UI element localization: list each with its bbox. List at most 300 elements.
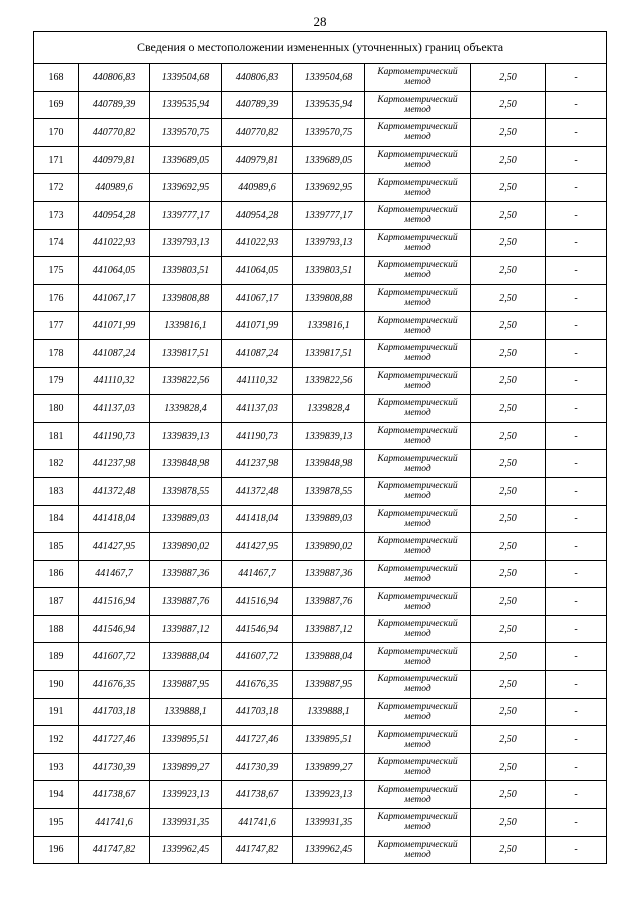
note-cell: - [546,174,607,202]
point-number-cell: 190 [34,671,79,699]
point-number-cell: 189 [34,643,79,671]
accuracy-cell: 2,50 [471,726,546,754]
method-cell [365,533,471,561]
x-new-cell: 441730,39 [222,753,293,781]
method-line-2: метод [404,518,431,529]
note-cell: - [546,395,607,423]
method-cell [365,312,471,340]
table-row [34,119,607,147]
method-line-2: метод [404,187,431,198]
table-row [34,643,607,671]
table-row [34,174,607,202]
y-new-cell: 1339570,75 [293,119,365,147]
note-cell: - [546,339,607,367]
point-number-cell: 169 [34,91,79,119]
method-line-2: метод [404,160,431,171]
y-existing-cell: 1339889,03 [150,505,222,533]
y-new-cell: 1339817,51 [293,339,365,367]
y-existing-cell: 1339793,13 [150,229,222,257]
point-number-cell: 196 [34,836,79,864]
note-cell: - [546,422,607,450]
accuracy-cell: 2,50 [471,477,546,505]
x-new-cell: 441418,04 [222,505,293,533]
method-line-1: Картометрический [377,232,458,243]
method-line-2: метод [404,408,431,419]
method-cell [365,174,471,202]
point-number-cell: 193 [34,753,79,781]
y-new-cell: 1339887,36 [293,560,365,588]
y-new-cell: 1339816,1 [293,312,365,340]
x-new-cell: 441607,72 [222,643,293,671]
x-new-cell: 441516,94 [222,588,293,616]
method-cell [365,643,471,671]
method-line-2: метод [404,77,431,88]
x-existing-cell: 440806,83 [79,64,150,92]
x-new-cell: 441676,35 [222,671,293,699]
note-cell: - [546,781,607,809]
method-cell [365,201,471,229]
point-number-cell: 174 [34,229,79,257]
method-line-2: метод [404,132,431,143]
note-cell: - [546,560,607,588]
y-existing-cell: 1339899,27 [150,753,222,781]
method-line-2: метод [404,215,431,226]
accuracy-cell: 2,50 [471,671,546,699]
method-line-2: метод [404,463,431,474]
method-cell [365,422,471,450]
point-number-cell: 176 [34,284,79,312]
point-number-cell: 175 [34,257,79,285]
method-line-2: метод [404,242,431,253]
x-existing-cell: 441607,72 [79,643,150,671]
method-cell [365,91,471,119]
method-cell [365,146,471,174]
x-existing-cell: 440789,39 [79,91,150,119]
note-cell: - [546,119,607,147]
y-existing-cell: 1339888,04 [150,643,222,671]
y-new-cell: 1339887,76 [293,588,365,616]
x-new-cell: 440979,81 [222,146,293,174]
x-existing-cell: 441467,7 [79,560,150,588]
method-cell [365,781,471,809]
note-cell: - [546,229,607,257]
point-number-cell: 184 [34,505,79,533]
y-new-cell: 1339689,05 [293,146,365,174]
y-existing-cell: 1339848,98 [150,450,222,478]
x-new-cell: 441064,05 [222,257,293,285]
table-row [34,560,607,588]
table-row [34,201,607,229]
point-number-cell: 170 [34,119,79,147]
accuracy-cell: 2,50 [471,284,546,312]
accuracy-cell: 2,50 [471,560,546,588]
x-existing-cell: 441064,05 [79,257,150,285]
accuracy-cell: 2,50 [471,91,546,119]
y-new-cell: 1339808,88 [293,284,365,312]
x-existing-cell: 441190,73 [79,422,150,450]
method-line-1: Картометрический [377,757,458,768]
method-cell [365,229,471,257]
x-new-cell: 441747,82 [222,836,293,864]
method-line-1: Картометрический [377,260,458,271]
y-new-cell: 1339895,51 [293,726,365,754]
x-existing-cell: 441137,03 [79,395,150,423]
method-line-2: метод [404,739,431,750]
y-new-cell: 1339828,4 [293,395,365,423]
point-number-cell: 185 [34,533,79,561]
method-line-1: Картометрический [377,177,458,188]
point-number-cell: 183 [34,477,79,505]
x-new-cell: 441703,18 [222,698,293,726]
table-row [34,505,607,533]
table-title-row [34,32,607,64]
boundary-coordinates-table [33,31,607,864]
method-line-1: Картометрический [377,839,458,850]
accuracy-cell: 2,50 [471,505,546,533]
note-cell: - [546,64,607,92]
y-new-cell: 1339923,13 [293,781,365,809]
accuracy-cell: 2,50 [471,588,546,616]
accuracy-cell: 2,50 [471,809,546,837]
method-cell [365,257,471,285]
method-line-1: Картометрический [377,205,458,216]
note-cell: - [546,836,607,864]
x-existing-cell: 440989,6 [79,174,150,202]
method-cell [365,560,471,588]
accuracy-cell: 2,50 [471,781,546,809]
point-number-cell: 186 [34,560,79,588]
y-new-cell: 1339890,02 [293,533,365,561]
y-existing-cell: 1339808,88 [150,284,222,312]
note-cell: - [546,284,607,312]
method-line-1: Картометрический [377,812,458,823]
method-cell [365,588,471,616]
method-line-2: метод [404,822,431,833]
accuracy-cell: 2,50 [471,615,546,643]
x-existing-cell: 440770,82 [79,119,150,147]
x-existing-cell: 441071,99 [79,312,150,340]
method-cell [365,809,471,837]
x-new-cell: 441237,98 [222,450,293,478]
note-cell: - [546,726,607,754]
y-existing-cell: 1339777,17 [150,201,222,229]
method-line-1: Картометрический [377,453,458,464]
x-new-cell: 441427,95 [222,533,293,561]
x-new-cell: 441738,67 [222,781,293,809]
method-line-2: метод [404,711,431,722]
y-existing-cell: 1339817,51 [150,339,222,367]
method-cell [365,119,471,147]
y-new-cell: 1339777,17 [293,201,365,229]
method-cell [365,505,471,533]
point-number-cell: 171 [34,146,79,174]
y-existing-cell: 1339931,35 [150,809,222,837]
x-existing-cell: 441110,32 [79,367,150,395]
y-existing-cell: 1339962,45 [150,836,222,864]
accuracy-cell: 2,50 [471,836,546,864]
x-new-cell: 441467,7 [222,560,293,588]
method-line-1: Картометрический [377,288,458,299]
note-cell: - [546,753,607,781]
x-new-cell: 441137,03 [222,395,293,423]
method-line-2: метод [404,546,431,557]
y-existing-cell: 1339895,51 [150,726,222,754]
x-existing-cell: 441237,98 [79,450,150,478]
accuracy-cell: 2,50 [471,339,546,367]
accuracy-cell: 2,50 [471,229,546,257]
x-new-cell: 441741,6 [222,809,293,837]
point-number-cell: 178 [34,339,79,367]
method-line-2: метод [404,573,431,584]
y-existing-cell: 1339822,56 [150,367,222,395]
table-row [34,91,607,119]
y-existing-cell: 1339923,13 [150,781,222,809]
note-cell: - [546,671,607,699]
x-existing-cell: 440954,28 [79,201,150,229]
table-row [34,339,607,367]
y-existing-cell: 1339689,05 [150,146,222,174]
x-existing-cell: 441738,67 [79,781,150,809]
method-line-1: Картометрический [377,150,458,161]
method-line-1: Картометрический [377,343,458,354]
method-line-1: Картометрический [377,122,458,133]
table-row [34,146,607,174]
table-row [34,836,607,864]
method-line-2: метод [404,104,431,115]
method-cell [365,698,471,726]
note-cell: - [546,367,607,395]
y-existing-cell: 1339828,4 [150,395,222,423]
y-new-cell: 1339899,27 [293,753,365,781]
page-number: 28 [313,14,327,29]
x-existing-cell: 441372,48 [79,477,150,505]
method-cell [365,284,471,312]
point-number-cell: 177 [34,312,79,340]
x-existing-cell: 441747,82 [79,836,150,864]
x-new-cell: 441087,24 [222,339,293,367]
method-line-2: метод [404,353,431,364]
y-existing-cell: 1339887,76 [150,588,222,616]
x-existing-cell: 441741,6 [79,809,150,837]
x-new-cell: 440789,39 [222,91,293,119]
y-existing-cell: 1339887,95 [150,671,222,699]
x-existing-cell: 441676,35 [79,671,150,699]
y-new-cell: 1339803,51 [293,257,365,285]
table-row [34,367,607,395]
method-line-1: Картометрический [377,481,458,492]
method-line-2: метод [404,684,431,695]
method-line-1: Картометрический [377,646,458,657]
y-new-cell: 1339888,04 [293,643,365,671]
y-new-cell: 1339793,13 [293,229,365,257]
method-line-1: Картометрический [377,426,458,437]
x-existing-cell: 441730,39 [79,753,150,781]
y-existing-cell: 1339504,68 [150,64,222,92]
table-row [34,726,607,754]
point-number-cell: 181 [34,422,79,450]
note-cell: - [546,312,607,340]
table-row [34,615,607,643]
method-cell [365,395,471,423]
y-existing-cell: 1339692,95 [150,174,222,202]
method-line-1: Картометрический [377,315,458,326]
accuracy-cell: 2,50 [471,753,546,781]
x-new-cell: 440806,83 [222,64,293,92]
point-number-cell: 192 [34,726,79,754]
method-line-1: Картометрический [377,536,458,547]
note-cell: - [546,533,607,561]
x-existing-cell: 441022,93 [79,229,150,257]
method-line-2: метод [404,656,431,667]
x-existing-cell: 441516,94 [79,588,150,616]
y-new-cell: 1339692,95 [293,174,365,202]
x-existing-cell: 441418,04 [79,505,150,533]
point-number-cell: 188 [34,615,79,643]
method-line-1: Картометрический [377,370,458,381]
method-cell [365,726,471,754]
method-line-1: Картометрический [377,398,458,409]
y-existing-cell: 1339887,12 [150,615,222,643]
note-cell: - [546,643,607,671]
method-cell [365,450,471,478]
note-cell: - [546,477,607,505]
y-existing-cell: 1339816,1 [150,312,222,340]
x-new-cell: 441372,48 [222,477,293,505]
accuracy-cell: 2,50 [471,146,546,174]
method-line-1: Картометрический [377,67,458,78]
y-existing-cell: 1339890,02 [150,533,222,561]
point-number-cell: 191 [34,698,79,726]
table-row [34,229,607,257]
accuracy-cell: 2,50 [471,312,546,340]
accuracy-cell: 2,50 [471,422,546,450]
y-new-cell: 1339931,35 [293,809,365,837]
point-number-cell: 179 [34,367,79,395]
note-cell: - [546,146,607,174]
y-existing-cell: 1339570,75 [150,119,222,147]
x-new-cell: 440989,6 [222,174,293,202]
method-cell [365,367,471,395]
table-row [34,312,607,340]
accuracy-cell: 2,50 [471,64,546,92]
y-existing-cell: 1339887,36 [150,560,222,588]
accuracy-cell: 2,50 [471,450,546,478]
y-new-cell: 1339888,1 [293,698,365,726]
y-new-cell: 1339889,03 [293,505,365,533]
note-cell: - [546,450,607,478]
note-cell: - [546,91,607,119]
accuracy-cell: 2,50 [471,174,546,202]
method-cell [365,477,471,505]
y-existing-cell: 1339888,1 [150,698,222,726]
method-cell [365,671,471,699]
point-number-cell: 195 [34,809,79,837]
note-cell: - [546,809,607,837]
method-line-1: Картометрический [377,591,458,602]
method-line-1: Картометрический [377,729,458,740]
method-line-2: метод [404,380,431,391]
method-line-1: Картометрический [377,701,458,712]
note-cell: - [546,588,607,616]
table-body [34,64,607,864]
accuracy-cell: 2,50 [471,643,546,671]
point-number-cell: 172 [34,174,79,202]
table-row [34,395,607,423]
method-cell [365,64,471,92]
y-new-cell: 1339887,12 [293,615,365,643]
x-existing-cell: 440979,81 [79,146,150,174]
method-cell [365,753,471,781]
table-row [34,450,607,478]
y-new-cell: 1339887,95 [293,671,365,699]
method-cell [365,836,471,864]
method-line-2: метод [404,629,431,640]
point-number-cell: 173 [34,201,79,229]
table-row [34,753,607,781]
x-existing-cell: 441067,17 [79,284,150,312]
table-row [34,671,607,699]
method-line-2: метод [404,849,431,860]
method-line-1: Картометрический [377,508,458,519]
accuracy-cell: 2,50 [471,367,546,395]
accuracy-cell: 2,50 [471,395,546,423]
y-new-cell: 1339839,13 [293,422,365,450]
x-new-cell: 441067,17 [222,284,293,312]
accuracy-cell: 2,50 [471,257,546,285]
x-new-cell: 440770,82 [222,119,293,147]
y-new-cell: 1339878,55 [293,477,365,505]
y-new-cell: 1339962,45 [293,836,365,864]
table-row [34,588,607,616]
y-existing-cell: 1339839,13 [150,422,222,450]
table-row [34,284,607,312]
x-existing-cell: 441546,94 [79,615,150,643]
method-line-1: Картометрический [377,674,458,685]
method-cell [365,615,471,643]
table-row [34,698,607,726]
method-line-2: метод [404,436,431,447]
accuracy-cell: 2,50 [471,119,546,147]
table-row [34,422,607,450]
table-row [34,257,607,285]
x-new-cell: 441071,99 [222,312,293,340]
x-existing-cell: 441703,18 [79,698,150,726]
note-cell: - [546,257,607,285]
method-line-2: метод [404,491,431,502]
method-line-2: метод [404,794,431,805]
x-new-cell: 441022,93 [222,229,293,257]
y-new-cell: 1339504,68 [293,64,365,92]
y-new-cell: 1339848,98 [293,450,365,478]
method-line-1: Картометрический [377,563,458,574]
method-line-2: метод [404,325,431,336]
point-number-cell: 187 [34,588,79,616]
method-line-1: Картометрический [377,784,458,795]
x-existing-cell: 441427,95 [79,533,150,561]
method-line-2: метод [404,298,431,309]
note-cell: - [546,201,607,229]
x-new-cell: 440954,28 [222,201,293,229]
method-line-1: Картометрический [377,619,458,630]
x-existing-cell: 441087,24 [79,339,150,367]
y-new-cell: 1339822,56 [293,367,365,395]
point-number-cell: 168 [34,64,79,92]
method-line-1: Картометрический [377,94,458,105]
point-number-cell: 194 [34,781,79,809]
table-title: Сведения о местоположении измененных (уточненных) границ объекта [34,32,607,64]
x-new-cell: 441190,73 [222,422,293,450]
table-row [34,477,607,505]
